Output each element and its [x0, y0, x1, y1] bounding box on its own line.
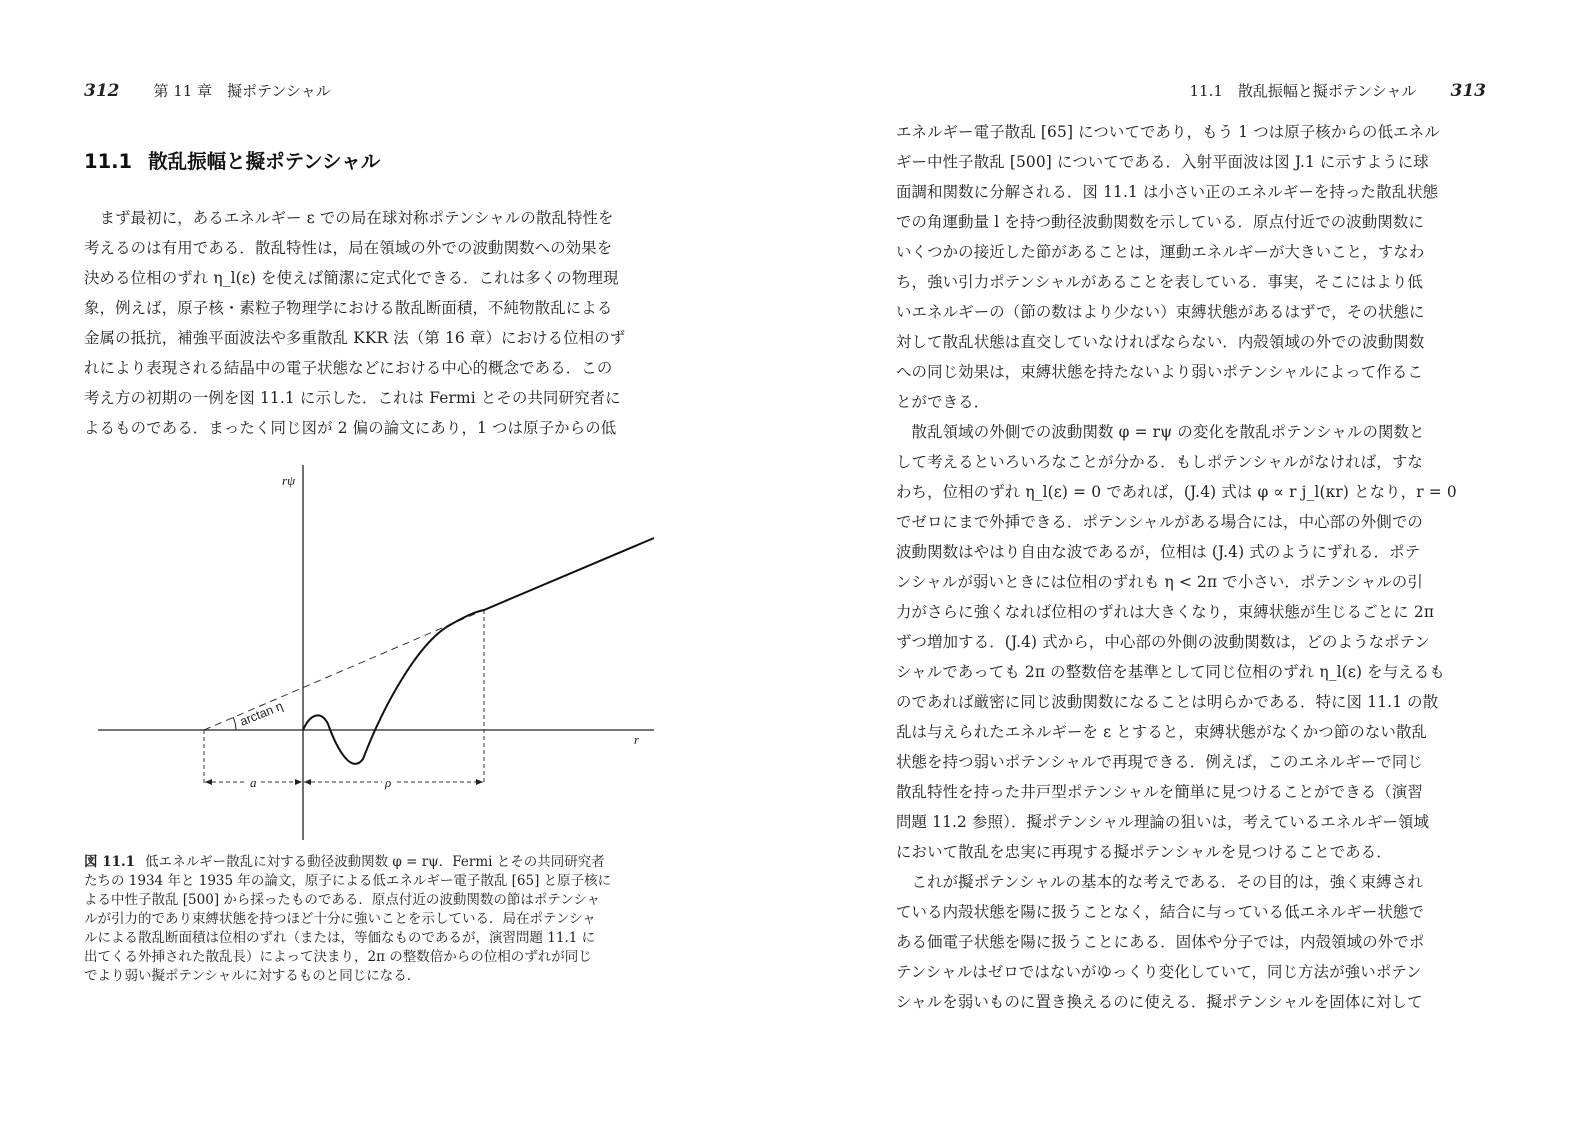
text-line: テンシャルはゼロではないがゆっくり変化していて，同じ方法が強いポテン	[896, 963, 1422, 981]
x-axis-label: r	[634, 732, 640, 747]
rho-arrow-left	[304, 779, 311, 785]
text-line: 力がさらに強くなれば位相のずれは大きくなり，束縛状態が生じるごとに 2π	[896, 603, 1435, 621]
right-page-number: 313	[1450, 81, 1486, 101]
text-line: での角運動量 l を持つ動径波動関数を示している．原点付近での波動関数に	[896, 213, 1424, 231]
figure-11-1	[84, 462, 676, 847]
text-line: 対して散乱状態は直交していなければならない．内殻領域の外での波動関数	[896, 333, 1425, 351]
rho-label: ρ	[385, 775, 392, 790]
rho-arrow-right	[476, 779, 483, 785]
text-line: 考えるのは有用である．散乱特性は，局在領域の外での波動関数への効果を	[84, 239, 613, 257]
text-line: 面調和関数に分解される．図 11.1 は小さい正のエネルギーを持った散乱状態	[896, 183, 1439, 201]
chapter-header: 第 11 章 擬ポテンシャル	[153, 82, 331, 100]
caption-line: ルが引力的であり束縛状態を持つほど十分に強いことを示している．局在ポテンシャ	[84, 911, 596, 927]
text-line: への同じ効果は，束縛状態を持たないより弱いポテンシャルによって作るこ	[896, 363, 1423, 381]
text-line: 乱は与えられたエネルギーを ε とすると，束縛状態がなくかつ節のない散乱	[896, 723, 1428, 741]
section-heading	[84, 146, 380, 174]
text-line: ている内殻状態を陽に扱うことなく，結合に与っている低エネルギー状態で	[896, 903, 1425, 921]
text-line: において散乱を忠実に再現する擬ポテンシャルを見つけることである．	[896, 843, 1392, 861]
text-line: よるものである．まったく同じ図が 2 偏の論文にあり，1 つは原子からの低	[84, 419, 617, 437]
text-line: のであれば厳密に同じ波動関数になることは明らかである．特に図 11.1 の散	[896, 693, 1439, 711]
text-line: ンシャルが弱いときには位相のずれも η < 2π で小さい．ポテンシャルの引	[896, 573, 1423, 591]
text-line: でゼロにまで外挿できる．ポテンシャルがある場合には，中心部の外側での	[896, 513, 1423, 531]
text-line: ある価電子状態を陽に扱うことにある．固体や分子では，内殻領域の外でポ	[896, 933, 1425, 951]
section-header: 11.1 散乱振幅と擬ポテンシャル	[1189, 82, 1417, 100]
caption-line: 出てくる外挿された散乱長）によって決まり，2π の整数倍からの位相のずれが同じ	[84, 949, 592, 965]
text-line: れにより表現される結晶中の電子状態などにおける中心的概念である．この	[84, 359, 613, 377]
caption-line	[84, 853, 676, 872]
caption-line: でより弱い擬ポテンシャルに対するものと同じになる．	[84, 968, 421, 984]
right-page	[791, 0, 1582, 1134]
text-line: 波動関数はやはり自由な波であるが，位相は (J.4) 式のようにずれる．ポテ	[896, 543, 1421, 561]
caption-line: ルによる散乱断面積は位相のずれ（または，等価なものであるが，演習問題 11.1 に	[84, 930, 596, 946]
section-title: 散乱振幅と擬ポテンシャル	[148, 150, 381, 173]
text-line: 散乱領域の外側での波動関数 φ = rψ の変化を散乱ポテンシャルの関数と	[896, 423, 1425, 441]
a-arrow-right	[295, 779, 302, 785]
text-line: ち，強い引力ポテンシャルがあることを表している．事実，そこにはより低	[896, 273, 1423, 291]
left-page-number: 312	[84, 81, 120, 101]
text-line: わち，位相のずれ η_l(ε) = 0 であれば，(J.4) 式は φ ∝ r j_l(κr) となり，r = 0	[896, 483, 1457, 501]
a-arrow-left	[205, 779, 212, 785]
right-body-text	[896, 117, 1488, 1017]
text-line: 散乱特性を持った井戸型ポテンシャルを簡単に見つけることができる（演習	[896, 783, 1423, 801]
caption-text: 低エネルギー散乱に対する動径波動関数 φ = rψ．Fermi とその共同研究者	[145, 854, 605, 870]
text-line: ずつ増加する．(J.4) 式から，中心部の外側の波動関数は，どのようなポテン	[896, 633, 1430, 651]
text-line: いエネルギーの（節の数はより少ない）束縛状態があるはずで，その状態に	[896, 303, 1425, 321]
wavefunction-diagram	[84, 462, 676, 847]
text-line: シャルを弱いものに置き換えるのに使える．擬ポテンシャルを固体に対して	[896, 993, 1423, 1011]
text-line: 問題 11.2 参照）．擬ポテンシャル理論の狙いは，考えているエネルギー領域	[896, 813, 1430, 831]
text-line: 金属の抵抗，補強平面波法や多重散乱 KKR 法（第 16 章）における位相のず	[84, 329, 626, 347]
caption-line: よる中性子散乱 [500] から採ったものである．原点付近の波動関数の節はポテンシャ	[84, 892, 601, 908]
text-line: エネルギー電子散乱 [65] についてであり，もう 1 つは原子核からの低エネル	[896, 123, 1440, 141]
figure-caption	[84, 853, 676, 986]
text-line: 決める位相のずれ η_l(ε) を使えば簡潔に定式化できる．これは多くの物理現	[84, 269, 619, 287]
text-line: ギー中性子散乱 [500] についてである．入射平面波は図 J.1 に示すように球	[896, 153, 1429, 171]
text-line: まず最初に，あるエネルギー ε での局在球対称ポテンシャルの散乱特性を	[84, 209, 614, 227]
text-line: いくつかの接近した節があることは，運動エネルギーが大きいこと，すなわ	[896, 243, 1425, 261]
angle-label: arctan η	[237, 698, 286, 729]
right-running-head	[1190, 80, 1486, 101]
y-axis-label: rψ	[282, 473, 296, 488]
text-line: とができる．	[896, 393, 990, 411]
text-line: 象，例えば，原子核・素粒子物理学における散乱断面積，不純物散乱による	[84, 299, 613, 317]
a-label: a	[250, 775, 257, 790]
left-running-head	[84, 80, 331, 101]
intro-paragraph	[84, 203, 676, 443]
angle-arc	[233, 717, 236, 730]
text-line: して考えるといろいろなことが分かる．もしポテンシャルがなければ，すな	[896, 453, 1423, 471]
text-line: シャルであっても 2π の整数倍を基準として同じ位相のずれ η_l(ε) を与えるも	[896, 663, 1445, 681]
text-line: 状態を持つ弱いポテンシャルで再現できる．例えば，このエネルギーで同じ	[896, 753, 1423, 771]
caption-line: たちの 1934 年と 1935 年の論文，原子による低エネルギー電子散乱 [65] と原子核に	[84, 873, 612, 889]
caption-label: 図 11.1	[84, 854, 136, 870]
text-line: これが擬ポテンシャルの基本的な考えである．その目的は，強く束縛され	[896, 873, 1423, 891]
section-number: 11.1	[84, 150, 133, 173]
text-line: 考え方の初期の一例を図 11.1 に示した．これは Fermi とその共同研究者に	[84, 389, 621, 407]
